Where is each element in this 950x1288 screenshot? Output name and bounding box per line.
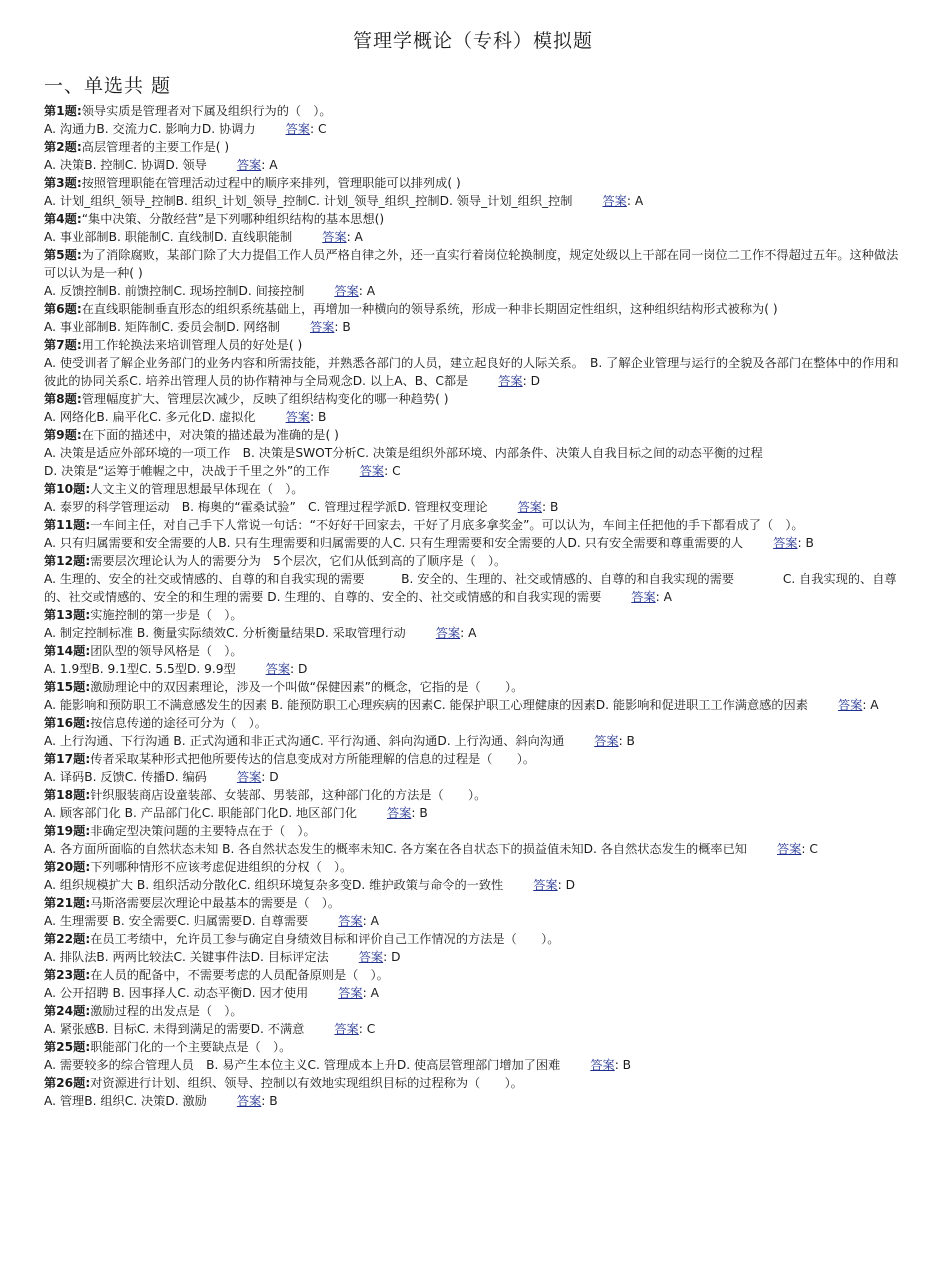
question-item (44, 516, 902, 552)
answer-label: 答案 (265, 662, 291, 676)
answer-separator: : (618, 734, 627, 748)
question-item (44, 390, 902, 426)
options-text: A. 网络化B. 扁平化C. 多元化D. 虚拟化 (44, 410, 256, 424)
options-text: A. 公开招聘 B. 因事择人C. 动态平衡D. 因才使用 (44, 986, 309, 1000)
question-options (44, 1092, 902, 1110)
question-item (44, 786, 902, 822)
question-text: 激励过程的出发点是（ ）。 (90, 1004, 243, 1018)
answer-label: 答案 (285, 410, 310, 424)
answer-value: B (622, 1058, 632, 1072)
answer-separator: : (797, 536, 806, 550)
question-item (44, 336, 902, 390)
question-stem (44, 966, 902, 984)
question-number: 第5题: (44, 248, 82, 262)
question-stem (44, 858, 902, 876)
question-number: 第16题: (44, 716, 91, 730)
answer-value: A (870, 698, 879, 712)
options-text: A. 制定控制标准 B. 衡量实际绩效C. 分析衡量结果D. 采取管理行动 (44, 626, 406, 640)
answer-separator: : (383, 950, 392, 964)
question-item (44, 1002, 902, 1038)
question-stem (44, 1002, 902, 1020)
question-text: 用工作轮换法来培训管理人员的好处是( ) (81, 338, 303, 352)
options-text: A. 生理的、安全的社交或情感的、自尊的和自我实现的需要 B. 安全的、生理的、社交或情感的、自尊的和自我实现的需要 C. 自我实现的、自尊的、社交或情感的、安全的和生理的需要 D. 生理的、自尊的、安全的、社交或情感的和自我实现的需要 (44, 572, 897, 604)
options-text: A. 能影响和预防职工不满意感发生的因素 B. 能预防职工心理疾病的因素C. 能保护职工心理健康的因素D. 能影响和促进职工工作满意感的因素 (44, 698, 808, 712)
question-item (44, 714, 902, 750)
question-text: 按照管理职能在管理活动过程中的顺序来排列，管理职能可以排列成( ) (81, 176, 461, 190)
answer-value: C (366, 1022, 376, 1036)
answer-separator: : (522, 374, 531, 388)
question-number: 第4题: (44, 212, 82, 226)
question-options (44, 948, 902, 966)
question-item (44, 300, 902, 336)
question-stem (44, 138, 902, 156)
answer-separator: : (290, 662, 299, 676)
answer-separator: : (358, 284, 367, 298)
question-text: “集中决策、分散经营”是下列哪种组织结构的基本思想() (81, 212, 385, 226)
question-options (44, 282, 902, 300)
question-stem (44, 246, 902, 282)
answer-label: 答案 (435, 626, 461, 640)
answer-label: 答案 (359, 464, 385, 478)
question-options (44, 120, 902, 138)
options-text: A. 生理需要 B. 安全需要C. 归属需要D. 自尊需要 (44, 914, 309, 928)
question-stem (44, 210, 902, 228)
question-stem (44, 822, 902, 840)
question-number: 第25题: (44, 1040, 91, 1054)
question-text: 实施控制的第一步是（ ）。 (90, 608, 243, 622)
question-number: 第24题: (44, 1004, 91, 1018)
question-number: 第1题: (44, 104, 82, 118)
options-text: A. 排队法B. 两两比较法C. 关键事件法D. 目标评定法 (44, 950, 329, 964)
question-stem (44, 426, 902, 444)
options-text: A. 反馈控制B. 前馈控制C. 现场控制D. 间接控制 (44, 284, 305, 298)
question-options (44, 984, 902, 1002)
options-text: A. 各方面所面临的自然状态未知 B. 各自然状态发生的概率未知C. 各方案在各自状态下的损益值未知D. 各自然状态发生的概率已知 (44, 842, 747, 856)
section-heading: 一、单选共 题 (44, 75, 172, 97)
answer-label: 答案 (498, 374, 523, 388)
question-list (44, 102, 902, 1110)
question-number: 第22题: (44, 932, 91, 946)
question-item (44, 138, 902, 174)
answer-separator: : (362, 914, 371, 928)
answer-value: D (565, 878, 575, 892)
options-text: A. 需要较多的综合管理人员 B. 易产生本位主义C. 管理成本上升D. 使高层管理部门增加了困难 (44, 1058, 561, 1072)
answer-separator: : (411, 806, 420, 820)
question-text: 在人员的配备中，不需要考虑的人员配备原则是（ ）。 (90, 968, 389, 982)
answer-label: 答案 (358, 950, 384, 964)
options-text: A. 计划_组织_领导_控制B. 组织_计划_领导_控制C. 计划_领导_组织_控制D. 领导_计划_组织_控制 (44, 194, 573, 208)
question-options (44, 228, 902, 246)
options-text: A. 顾客部门化 B. 产品部门化C. 职能部门化D. 地区部门化 (44, 806, 357, 820)
question-number: 第6题: (44, 302, 82, 316)
answer-separator: : (261, 158, 270, 172)
question-item (44, 552, 902, 606)
answer-separator: : (362, 986, 371, 1000)
question-stem (44, 750, 902, 768)
answer-label: 答案 (334, 1022, 359, 1036)
question-stem (44, 786, 902, 804)
answer-separator: : (862, 698, 871, 712)
question-text: 领导实质是管理者对下属及组织行为的（ ）。 (81, 104, 332, 118)
answer-separator: : (334, 320, 343, 334)
document-title: 管理学概论（专科）模拟题 (352, 30, 593, 52)
options-text: A. 泰罗的科学管理运动 B. 梅奥的“霍桑试验” C. 管理过程学派D. 管理权变理论 (44, 500, 488, 514)
answer-value: A (370, 986, 379, 1000)
question-text: 需要层次理论认为人的需要分为 5个层次，它们从低到高的了顺序是（ ）。 (90, 554, 507, 568)
question-options (44, 354, 902, 390)
question-number: 第23题: (44, 968, 91, 982)
question-options (44, 444, 902, 480)
question-options (44, 192, 902, 210)
answer-label: 答案 (773, 536, 798, 550)
answer-value: D (391, 950, 401, 964)
question-item (44, 210, 902, 246)
question-text: 在直线职能制垂直形态的组织系统基础上，再增加一种横向的领导系统，形成一种非长期固定性组织，这种组织结构形式被称为( ) (81, 302, 778, 316)
question-item (44, 966, 902, 1002)
question-options (44, 1020, 902, 1038)
answer-value: A (634, 194, 644, 208)
question-number: 第9题: (44, 428, 82, 442)
question-options (44, 768, 902, 786)
question-number: 第3题: (44, 176, 82, 190)
answer-value: B (805, 536, 814, 550)
question-stem (44, 1038, 902, 1056)
question-text: 非确定型决策问题的主要特点在于（ ）。 (90, 824, 316, 838)
answer-label: 答案 (590, 1058, 615, 1072)
question-text: 人文主义的管理思想最早体现在（ ）。 (90, 482, 304, 496)
answer-label: 答案 (837, 698, 863, 712)
question-text: 在员工考绩中，允许员工参与确定自身绩效目标和评价自己工作情况的方法是（ ）。 (90, 932, 560, 946)
question-number: 第14题: (44, 644, 91, 658)
answer-value: C (392, 464, 401, 478)
answer-separator: : (384, 464, 393, 478)
answer-label: 答案 (285, 122, 310, 136)
answer-value: A (354, 230, 363, 244)
answer-value: D (530, 374, 540, 388)
question-options (44, 840, 902, 858)
question-stem (44, 102, 902, 120)
question-number: 第12题: (44, 554, 91, 568)
options-text: A. 决策是适应外部环境的一项工作 B. 决策是SWOT分析C. 决策是组织外部环境、内部条件、决策人自我目标之间的动态平衡的过程 D. 决策是“运筹于帷幄之中，决战于千里之外”的工作 (44, 446, 897, 478)
question-text: 对资源进行计划、组织、领导、控制以有效地实现组织目标的过程称为（ ）。 (90, 1076, 523, 1090)
answer-label: 答案 (517, 500, 542, 514)
question-stem (44, 714, 902, 732)
question-options (44, 624, 902, 642)
answer-label: 答案 (322, 230, 347, 244)
question-number: 第2题: (44, 140, 82, 154)
question-options (44, 408, 902, 426)
answer-label: 答案 (338, 914, 363, 928)
question-stem (44, 552, 902, 570)
question-options (44, 732, 902, 750)
answer-value: A (468, 626, 477, 640)
question-stem (44, 930, 902, 948)
question-item (44, 930, 902, 966)
answer-value: A (370, 914, 379, 928)
options-text: A. 译码B. 反馈C. 传播D. 编码 (44, 770, 207, 784)
answer-separator: : (460, 626, 469, 640)
question-text: 激励理论中的双因素理论，涉及一个叫做“保健因素”的概念，它指的是（ ）。 (90, 680, 524, 694)
question-options (44, 1056, 902, 1074)
question-number: 第26题: (44, 1076, 91, 1090)
question-item (44, 678, 902, 714)
question-stem (44, 336, 902, 354)
question-number: 第20题: (44, 860, 91, 874)
question-number: 第15题: (44, 680, 91, 694)
options-text: A. 事业部制B. 矩阵制C. 委员会制D. 网络制 (44, 320, 280, 334)
question-number: 第19题: (44, 824, 91, 838)
question-stem (44, 642, 902, 660)
question-item (44, 606, 902, 642)
question-text: 团队型的领导风格是（ ）。 (90, 644, 243, 658)
options-text: A. 沟通力B. 交流力C. 影响力D. 协调力 (44, 122, 256, 136)
question-number: 第21题: (44, 896, 91, 910)
answer-label: 答案 (236, 770, 262, 784)
question-text: 针织服装商店设童装部、女装部、男装部，这种部门化的方法是（ ）。 (90, 788, 487, 802)
question-stem (44, 606, 902, 624)
answer-label: 答案 (236, 1094, 262, 1108)
options-text: A. 上行沟通、下行沟通 B. 正式沟通和非正式沟通C. 平行沟通、斜向沟通D. 上行沟通、斜向沟通 (44, 734, 565, 748)
question-number: 第17题: (44, 752, 91, 766)
question-item (44, 480, 902, 516)
question-options (44, 498, 902, 516)
question-stem (44, 390, 902, 408)
question-text: 一车间主任，对自己手下人常说一句话：“不好好干回家去，干好了月底多拿奖金”。可以认为，车间主任把他的手下都看成了（ ）。 (90, 518, 804, 532)
options-text: A. 管理B. 组织C. 决策D. 激励 (44, 1094, 207, 1108)
question-number: 第8题: (44, 392, 82, 406)
question-text: 在下面的描述中，对决策的描述最为准确的是( ) (81, 428, 339, 442)
answer-value: D (269, 770, 279, 784)
question-item (44, 822, 902, 858)
answer-label: 答案 (338, 986, 363, 1000)
question-options (44, 912, 902, 930)
options-text: A. 决策B. 控制C. 协调D. 领导 (44, 158, 207, 172)
options-text: A. 紧张感B. 目标C. 未得到满足的需要D. 不满意 (44, 1022, 305, 1036)
question-stem (44, 1074, 902, 1092)
question-item (44, 246, 902, 300)
answer-separator: : (801, 842, 810, 856)
question-text: 为了消除腐败，某部门除了大力提倡工作人员严格自律之外，还一直实行着岗位轮换制度，规定处级以上干部在同一岗位二工作不得超过五年。这种做法可以认为是一种( ) (44, 248, 899, 280)
answer-value: A (366, 284, 376, 298)
answer-value: B (269, 1094, 278, 1108)
answer-label: 答案 (602, 194, 627, 208)
question-number: 第11题: (44, 518, 91, 532)
answer-label: 答案 (310, 320, 335, 334)
answer-separator: : (626, 194, 635, 208)
answer-separator: : (358, 1022, 367, 1036)
question-number: 第7题: (44, 338, 82, 352)
answer-value: A (269, 158, 278, 172)
options-text: A. 组织规模扩大 B. 组织活动分散化C. 组织环境复杂多变D. 维护政策与命令的一致性 (44, 878, 504, 892)
question-stem (44, 174, 902, 192)
answer-value: B (317, 410, 327, 424)
answer-label: 答案 (236, 158, 262, 172)
answer-separator: : (261, 1094, 270, 1108)
options-text: A. 使受训者了解企业务部门的业务内容和所需技能，并熟悉各部门的人员，建立起良好的人际关系。 B. 了解企业管理与运行的全貌及各部门在整体中的作用和彼此的协同关系C. 培养出管理人员的协作精神与全局观念D. 以上A、B、C都是 (44, 356, 899, 388)
answer-separator: : (310, 122, 318, 136)
answer-separator: : (542, 500, 550, 514)
question-options (44, 876, 902, 894)
question-options (44, 660, 902, 678)
answer-separator: : (614, 1058, 623, 1072)
answer-value: A (663, 590, 672, 604)
answer-label: 答案 (533, 878, 558, 892)
answer-value: C (809, 842, 818, 856)
question-item (44, 1074, 902, 1110)
answer-separator: : (346, 230, 355, 244)
question-item (44, 750, 902, 786)
answer-separator: : (310, 410, 318, 424)
answer-label: 答案 (777, 842, 802, 856)
question-text: 职能部门化的一个主要缺点是（ ）。 (90, 1040, 292, 1054)
options-text: A. 1.9型B. 9.1型C. 5.5型D. 9.9型 (44, 662, 236, 676)
question-stem (44, 516, 902, 534)
answer-separator: : (655, 590, 664, 604)
question-item (44, 642, 902, 678)
question-text: 下列哪种情形不应该考虑促进组织的分权（ ）。 (90, 860, 353, 874)
answer-value: B (549, 500, 559, 514)
question-options (44, 156, 902, 174)
question-stem (44, 894, 902, 912)
question-stem (44, 678, 902, 696)
question-options (44, 318, 902, 336)
answer-value: B (626, 734, 635, 748)
answer-value: C (317, 122, 327, 136)
question-text: 管理幅度扩大、管理层次减少，反映了组织结构变化的哪一种趋势( ) (81, 392, 449, 406)
answer-label: 答案 (334, 284, 359, 298)
question-options (44, 804, 902, 822)
question-item (44, 174, 902, 210)
question-text: 按信息传递的途径可分为（ ）。 (90, 716, 267, 730)
question-text: 高层管理者的主要工作是( ) (81, 140, 230, 154)
question-options (44, 534, 902, 552)
answer-value: B (342, 320, 351, 334)
question-item (44, 1038, 902, 1074)
question-item (44, 858, 902, 894)
answer-label: 答案 (594, 734, 619, 748)
answer-separator: : (557, 878, 566, 892)
question-text: 传者采取某种形式把他所要传达的信息变成对方所能理解的信息的过程是（ ）。 (90, 752, 536, 766)
question-number: 第18题: (44, 788, 91, 802)
question-number: 第13题: (44, 608, 91, 622)
document-page (44, 28, 902, 1110)
answer-label: 答案 (387, 806, 412, 820)
question-text: 马斯洛需要层次理论中最基本的需要是（ ）。 (90, 896, 341, 910)
options-text: A. 事业部制B. 职能制C. 直线制D. 直线职能制 (44, 230, 293, 244)
question-stem (44, 300, 902, 318)
answer-value: B (419, 806, 428, 820)
question-options (44, 570, 902, 606)
options-text: A. 只有归属需要和安全需要的人B. 只有生理需要和归属需要的人C. 只有生理需要和安全需要的人D. 只有安全需要和尊重需要的人 (44, 536, 744, 550)
question-item (44, 894, 902, 930)
question-stem (44, 480, 902, 498)
question-number: 第10题: (44, 482, 91, 496)
answer-label: 答案 (631, 590, 656, 604)
question-options (44, 696, 902, 714)
answer-separator: : (261, 770, 270, 784)
question-item (44, 102, 902, 138)
question-item (44, 426, 902, 480)
answer-value: D (298, 662, 308, 676)
